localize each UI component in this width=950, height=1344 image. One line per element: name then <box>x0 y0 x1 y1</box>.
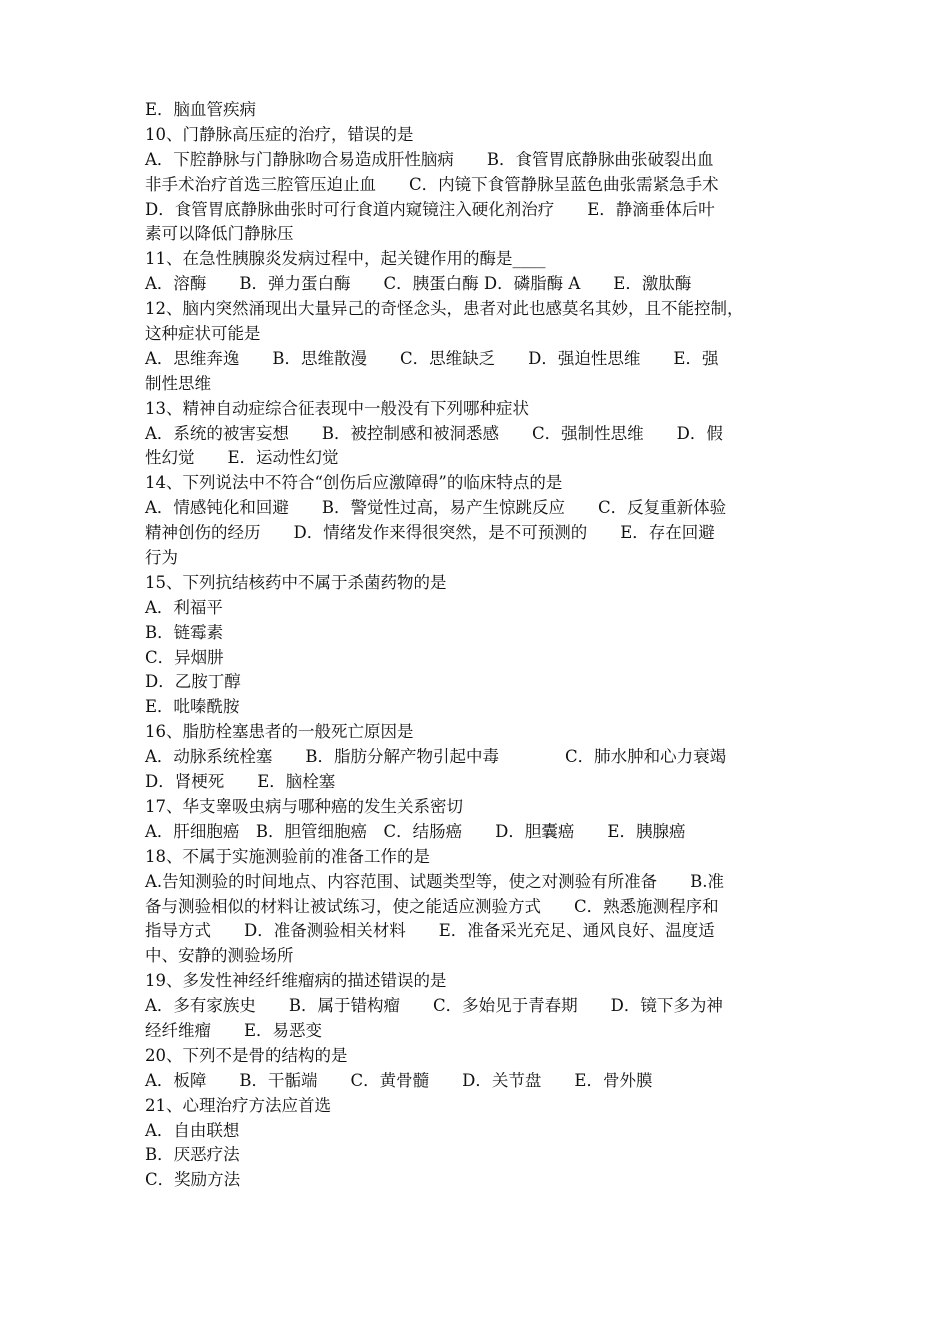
option-line: B．厌恶疗法 <box>145 1145 240 1165</box>
question-stem: 17、华支睾吸虫病与哪种癌的发生关系密切 <box>145 796 463 816</box>
question-stem: 16、脂肪栓塞患者的一般死亡原因是 <box>145 722 414 742</box>
option-line: 素可以降低门静脉压 <box>145 224 294 244</box>
question-stem: 21、心理治疗方法应首选 <box>145 1095 331 1115</box>
question-stem: 13、精神自动症综合征表现中一般没有下列哪种症状 <box>145 398 529 418</box>
option-line: E．吡嗪酰胺 <box>145 697 240 717</box>
question-stem: 15、下列抗结核药中不属于杀菌药物的是 <box>145 572 447 592</box>
option-line: D．肾梗死 E．脑栓塞 <box>145 772 336 792</box>
option-line: 制性思维 <box>145 373 211 393</box>
option-line: A．利福平 <box>145 597 223 617</box>
option-line: A．溶酶 B．弹力蛋白酶 C．胰蛋白酶 D．磷脂酶 A E．激肽酶 <box>145 274 692 294</box>
option-line: A．系统的被害妄想 B．被控制感和被洞悉感 C．强制性思维 D．假 <box>145 423 723 443</box>
option-line: A．自由联想 <box>145 1120 240 1140</box>
option-line: E．脑血管疾病 <box>145 100 257 119</box>
option-line: B．链霉素 <box>145 622 224 642</box>
option-line: C．奖励方法 <box>145 1170 241 1190</box>
question-stem: 12、脑内突然涌现出大量异己的奇怪念头，患者对此也感莫名其妙，且不能控制， <box>145 299 744 319</box>
option-line: 性幻觉 E．运动性幻觉 <box>145 448 339 468</box>
option-line: A．多有家族史 B．属于错构瘤 C．多始见于青春期 D．镜下多为神 <box>145 996 723 1016</box>
document-page <box>145 98 810 1193</box>
option-line: 备与测验相似的材料让被试练习，使之能适应测验方式 C．熟悉施测程序和 <box>145 896 719 916</box>
question-stem: 11、在急性胰腺炎发病过程中，起关键作用的酶是____ <box>145 249 546 269</box>
option-line: C．异烟肼 <box>145 647 224 667</box>
option-line: D．乙胺丁醇 <box>145 672 241 692</box>
option-line: A．动脉系统栓塞 B．脂肪分解产物引起中毒 C．肺水肿和心力衰竭 <box>145 747 727 767</box>
option-line: 精神创伤的经历 D．情绪发作来得很突然，是不可预测的 E．存在回避 <box>145 523 715 543</box>
option-line: D．食管胃底静脉曲张时可行食道内窥镜注入硬化剂治疗 E．静滴垂体后叶 <box>145 199 715 219</box>
option-line: 行为 <box>145 548 178 568</box>
question-stem: 这种症状可能是 <box>145 324 261 344</box>
option-line: 经纤维瘤 E．易恶变 <box>145 1020 323 1040</box>
option-line: A．思维奔逸 B．思维散漫 C．思维缺乏 D．强迫性思维 E．强 <box>145 348 719 368</box>
question-stem: 18、不属于实施测验前的准备工作的是 <box>145 846 430 866</box>
option-line: A．板障 B．干骺端 C．黄骨髓 D．关节盘 E．骨外膜 <box>145 1070 653 1090</box>
option-line: A.告知测验的时间地点、内容范围、试题类型等，使之对测验有所准备 B.准 <box>145 871 725 891</box>
option-line: 非手术治疗首选三腔管压迫止血 C．内镜下食管静脉呈蓝色曲张需紧急手术 <box>145 174 719 194</box>
question-stem: 19、多发性神经纤维瘤病的描述错误的是 <box>145 971 447 991</box>
question-stem: 14、下列说法中不符合“创伤后应激障碍”的临床特点的是 <box>145 473 563 493</box>
option-line: 中、安静的测验场所 <box>145 946 294 966</box>
option-line: 指导方式 D．准备测验相关材料 E．准备采光充足、通风良好、温度适 <box>145 921 715 941</box>
option-line: A．肝细胞癌 B．胆管细胞癌 C．结肠癌 D．胆囊癌 E．胰腺癌 <box>145 821 686 841</box>
option-line: A．情感钝化和回避 B．警觉性过高，易产生惊跳反应 C．反复重新体验 <box>145 498 727 518</box>
question-stem: 10、门静脉高压症的治疗，错误的是 <box>145 124 414 144</box>
option-line: A．下腔静脉与门静脉吻合易造成肝性脑病 B．食管胃底静脉曲张破裂出血 <box>145 149 714 169</box>
question-stem: 20、下列不是骨的结构的是 <box>145 1045 348 1065</box>
